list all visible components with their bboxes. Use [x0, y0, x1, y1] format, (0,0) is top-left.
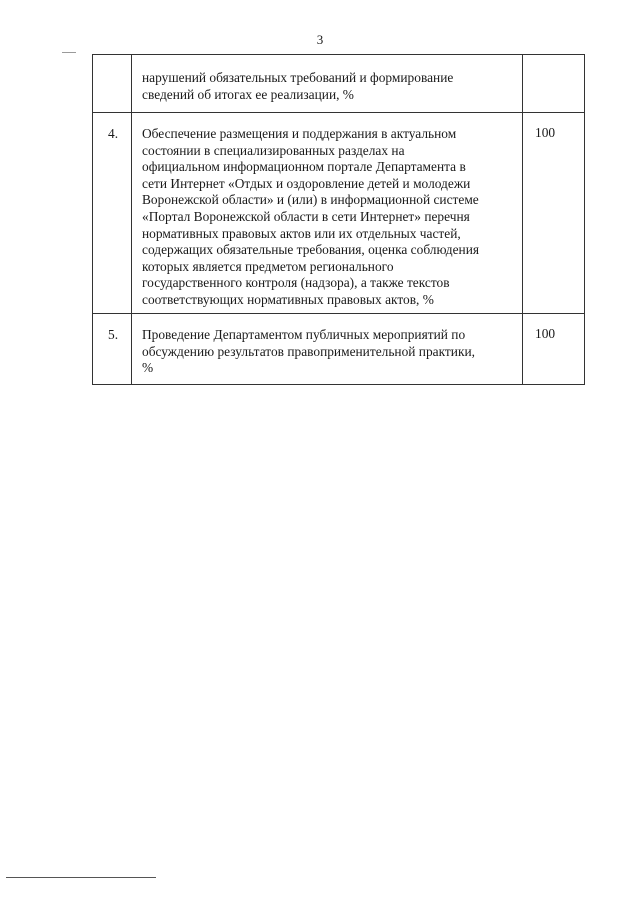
indicators-table [92, 54, 585, 385]
row-number: 4. [93, 113, 132, 314]
description-line: содержащих обязательные требования, оценка соблюдения [142, 242, 480, 258]
description-line: состоянии в специализированных разделах на [142, 142, 405, 158]
footer-rule [6, 877, 156, 878]
table-row [93, 314, 585, 385]
row-value [523, 55, 585, 113]
row-value: 100 [523, 314, 585, 385]
row-value: 100 [523, 113, 585, 314]
description-line: нарушений обязательных требований и формирование [142, 70, 454, 85]
row-number [93, 55, 132, 113]
scan-mark [62, 52, 76, 53]
description-line: сети Интернет «Отдых и оздоровление детей и молодежи [142, 175, 471, 191]
description-line: Проведение Департаментом публичных мероприятий по [142, 327, 466, 342]
description-line: нормативных правовых актов или их отдельных частей, [142, 225, 461, 241]
description-line: обсуждению результатов правоприменительной практики, [142, 343, 475, 359]
row-description [132, 55, 523, 113]
table-row [93, 55, 585, 113]
description-line: Обеспечение размещения и поддержания в актуальном [142, 126, 457, 141]
row-number: 5. [93, 314, 132, 385]
row-description [132, 314, 523, 385]
description-line: сведений об итогах ее реализации, % [142, 86, 354, 102]
description-line: государственного контроля (надзора), а также текстов [142, 275, 450, 291]
description-line: % [142, 360, 154, 376]
description-line: которых является предметом регионального [142, 258, 394, 274]
row-description [132, 113, 523, 314]
description-line: официальном информационном портале Департамента в [142, 159, 466, 175]
description-line: соответствующих нормативных правовых актов, % [142, 291, 434, 307]
page-number: 3 [316, 32, 324, 47]
description-line: Воронежской области» и (или) в информационной системе [142, 192, 479, 208]
table-row [93, 113, 585, 314]
description-line: «Портал Воронежской области в сети Интернет» перечня [142, 208, 470, 224]
